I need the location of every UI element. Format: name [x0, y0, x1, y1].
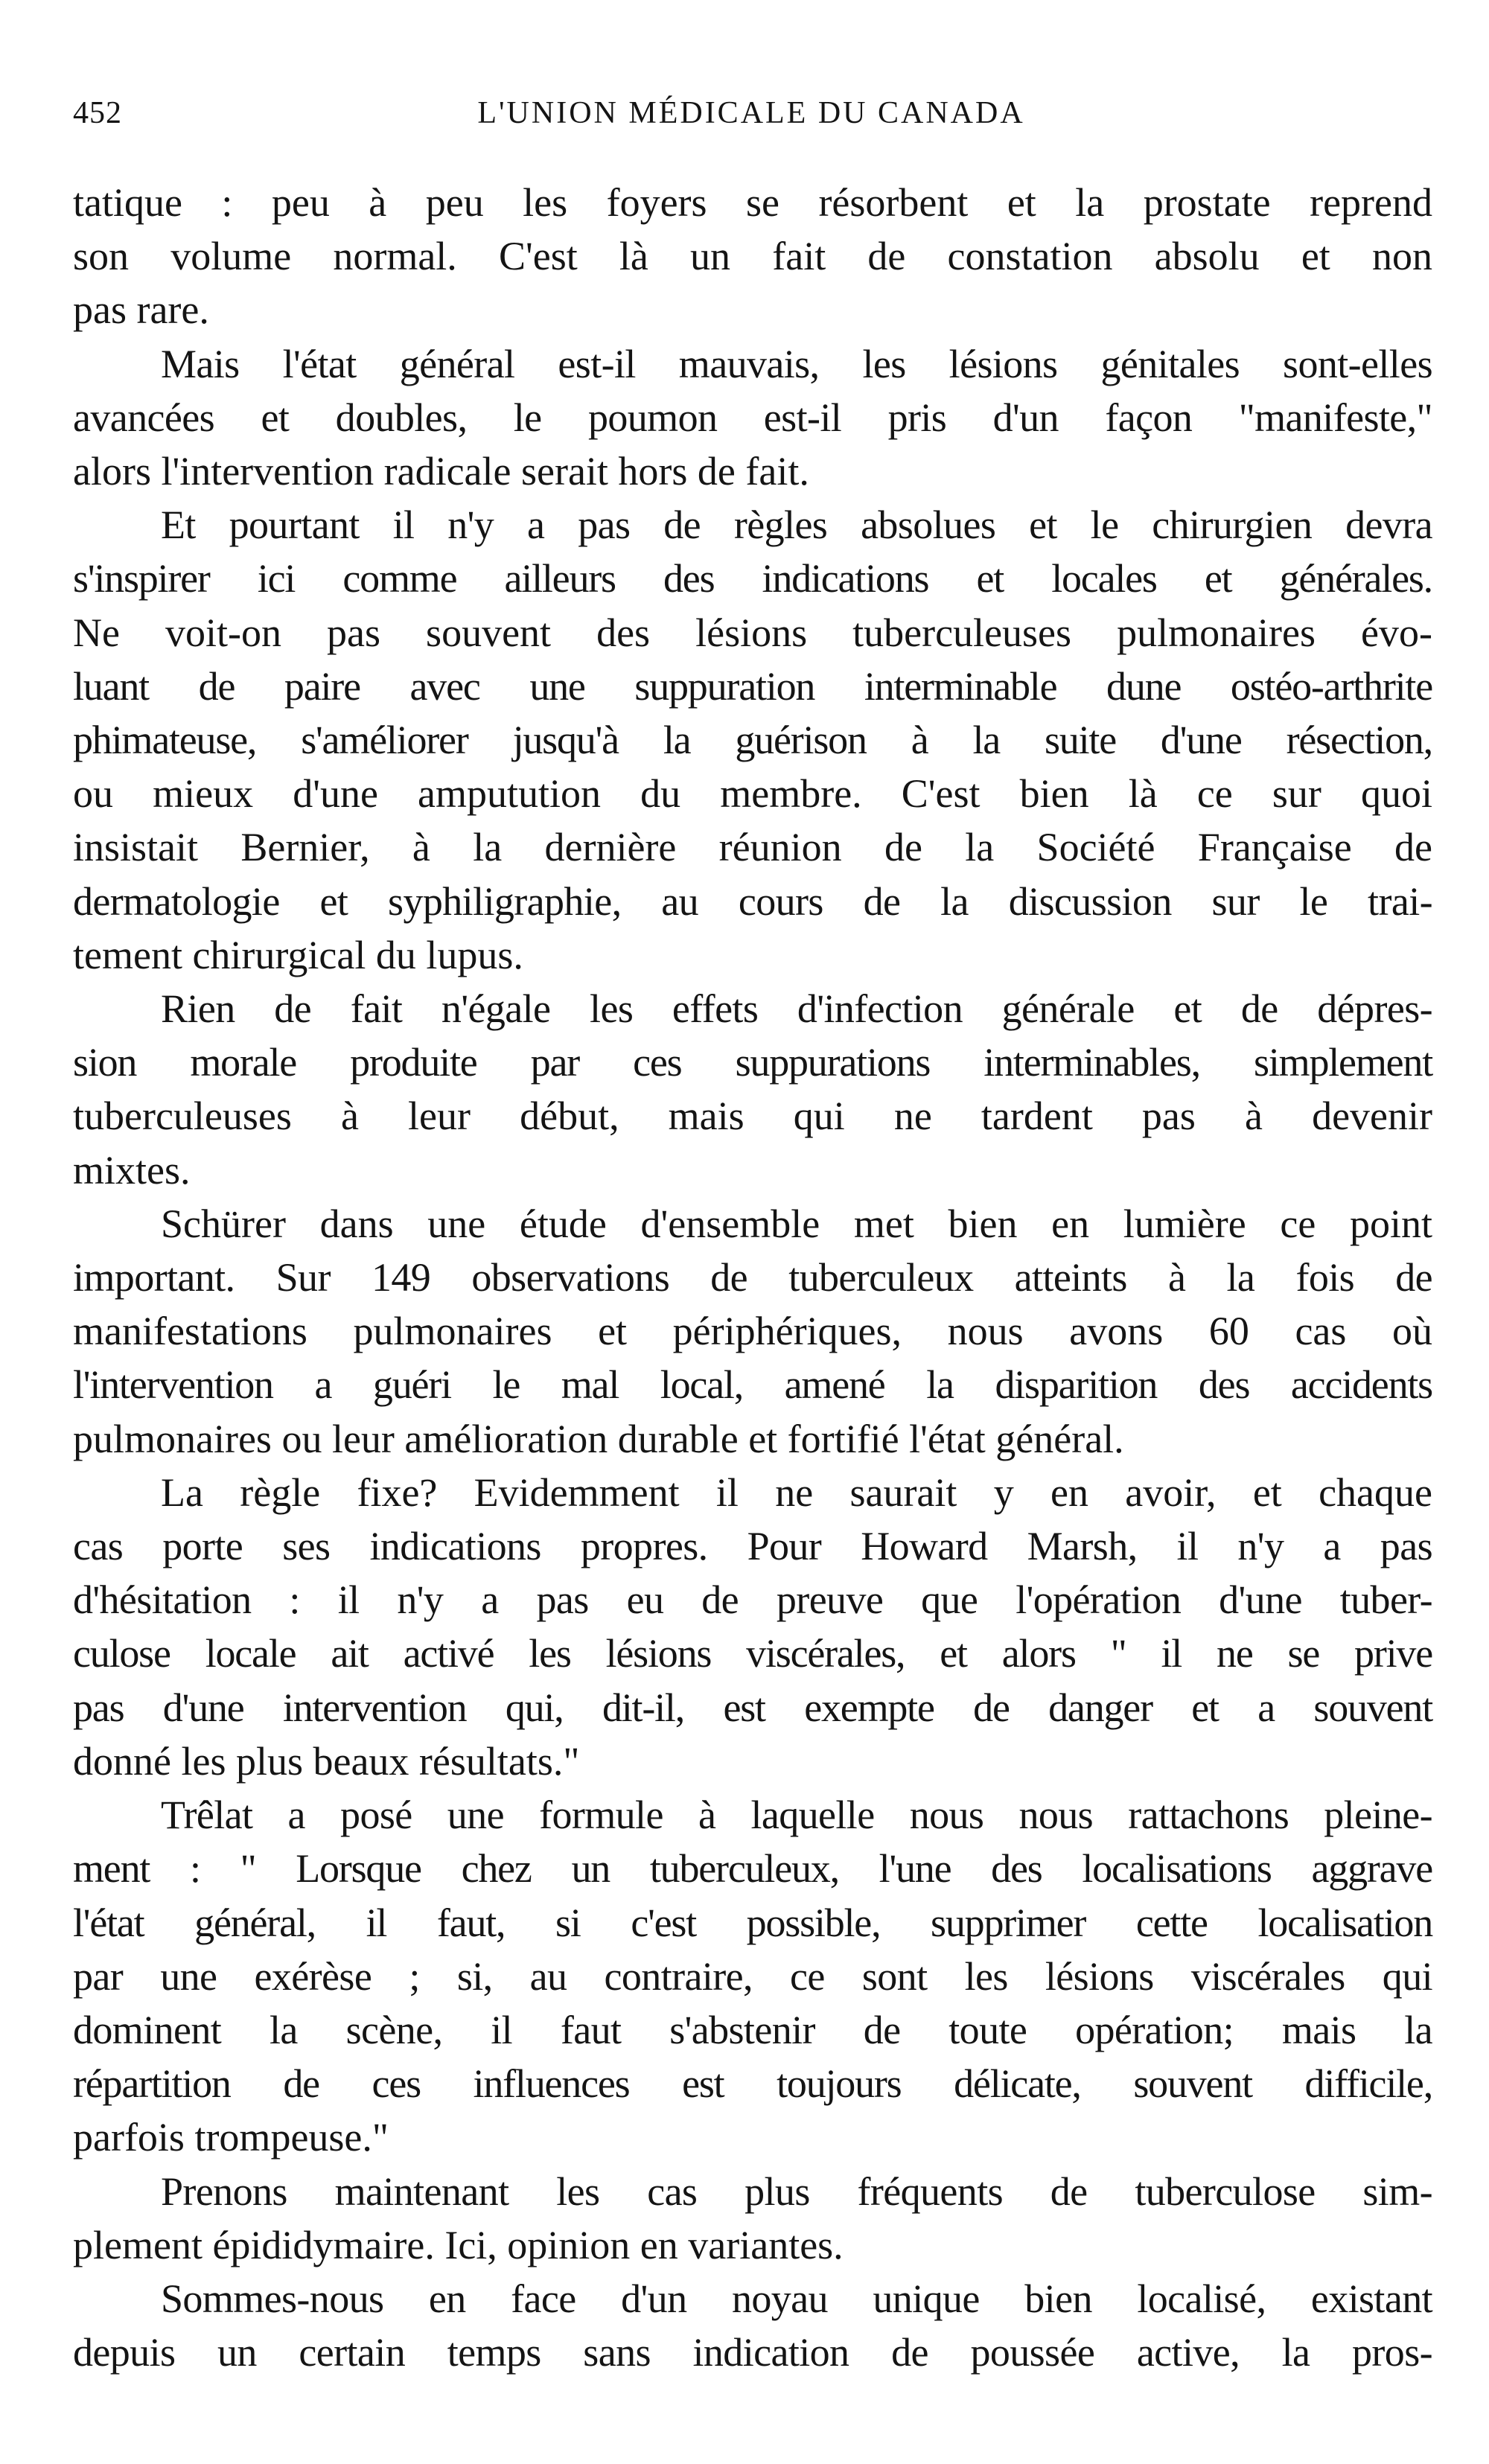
text-line: tuberculeuses à leur début, mais qui ne tardent pas à devenir: [73, 1094, 1432, 1139]
paragraph-9: [73, 2272, 1432, 2379]
text-line: tement chirurgical du lupus.: [73, 932, 523, 977]
text-line: Mais l'état général est-il mauvais, les lésions génitales sont-elles: [161, 341, 1432, 386]
text-line: donné les plus beaux résultats.": [73, 1738, 580, 1784]
paragraph-5: [73, 1197, 1432, 1466]
text-line: par une exérèse ; si, au contraire, ce sont les lésions viscérales qui: [73, 1953, 1432, 1999]
text-line: insistait Bernier, à la dernière réunion de la Société Française de: [73, 825, 1432, 870]
paragraph-4: [73, 982, 1432, 1197]
text-line: luant de paire avec une suppuration interminable dune ostéo-arthrite: [73, 663, 1432, 709]
text-line: pulmonaires ou leur amélioration durable et fortifié l'état général.: [73, 1416, 1124, 1461]
paragraph-3: [73, 498, 1432, 982]
text-line: parfois trompeuse.": [73, 2115, 389, 2160]
text-line: répartition de ces influences est toujours délicate, souvent difficile,: [73, 2061, 1432, 2107]
text-line: l'état général, il faut, si c'est possible, supprimer cette localisation: [73, 1900, 1432, 1945]
text-line: plement épididymaire. Ici, opinion en variantes.: [73, 2222, 844, 2267]
page-number: 452: [73, 96, 122, 130]
paragraph-6: [73, 1466, 1432, 1788]
text-line: manifestations pulmonaires et périphériques, nous avons 60 cas où: [73, 1309, 1432, 1354]
journal-title: L'UNION MÉDICALE DU CANADA: [477, 96, 1025, 130]
text-line: Ne voit-on pas souvent des lésions tuberculeuses pulmonaires évo-: [73, 610, 1432, 655]
text-line: important. Sur 149 observations de tuberculeux atteints à la fois de: [73, 1255, 1432, 1300]
paragraph-7: [73, 1788, 1432, 2164]
text-line: cas porte ses indications propres. Pour Howard Marsh, il n'y a pas: [73, 1524, 1432, 1569]
text-line: depuis un certain temps sans indication de poussée active, la pros-: [73, 2330, 1432, 2375]
text-line: l'intervention a guéri le mal local, amené la disparition des accidents: [73, 1362, 1432, 1408]
paragraph-1: [73, 176, 1432, 337]
text-line: culose locale ait activé les lésions viscérales, et alors " il ne se prive: [73, 1631, 1432, 1676]
text-line: mixtes.: [73, 1147, 191, 1193]
text-line: ment : " Lorsque chez un tuberculeux, l'une des localisations aggrave: [73, 1846, 1432, 1892]
text-line: dominent la scène, il faut s'abstenir de toute opération; mais la: [73, 2007, 1432, 2052]
text-line: Trêlat a posé une formule à laquelle nous nous rattachons pleine-: [161, 1793, 1432, 1838]
text-line: ou mieux d'une amputution du membre. C'est bien là ce sur quoi: [73, 771, 1432, 817]
text-line: pas rare.: [73, 287, 209, 333]
running-head: [73, 95, 1429, 140]
paragraph-8: [73, 2165, 1432, 2272]
text-line: Et pourtant il n'y a pas de règles absolues et le chirurgien devra: [161, 502, 1432, 548]
text-line: dermatologie et syphiligraphie, au cours de la discussion sur le trai-: [73, 878, 1432, 924]
text-line: s'inspirer ici comme ailleurs des indications et locales et générales.: [73, 556, 1432, 601]
text-line: Prenons maintenant les cas plus fréquents de tuberculose sim-: [161, 2168, 1432, 2214]
text-line: son volume normal. C'est là un fait de constation absolu et non: [73, 234, 1432, 279]
text-line: sion morale produite par ces suppurations interminables, simplement: [73, 1040, 1432, 1085]
text-line: Rien de fait n'égale les effets d'infection générale et de dépres-: [161, 986, 1432, 1032]
text-line: La règle fixe? Evidemment il ne saurait y en avoir, et chaque: [161, 1469, 1432, 1515]
text-line: phimateuse, s'améliorer jusqu'à la guérison à la suite d'une résection,: [73, 718, 1432, 763]
body-text: [73, 176, 1432, 2379]
text-line: pas d'une intervention qui, dit-il, est exempte de danger et a souvent: [73, 1685, 1432, 1730]
text-line: tatique : peu à peu les foyers se résorbent et la prostate reprend: [73, 180, 1432, 225]
text-line: d'hésitation : il n'y a pas eu de preuve que l'opération d'une tuber-: [73, 1577, 1432, 1623]
text-line: avancées et doubles, le poumon est-il pris d'un façon "manifeste,": [73, 395, 1432, 440]
text-line: Sommes-nous en face d'un noyau unique bien localisé, existant: [161, 2276, 1432, 2321]
text-line: Schürer dans une étude d'ensemble met bien en lumière ce point: [161, 1201, 1432, 1246]
paragraph-2: [73, 337, 1432, 499]
text-line: alors l'intervention radicale serait hors de fait.: [73, 449, 809, 494]
